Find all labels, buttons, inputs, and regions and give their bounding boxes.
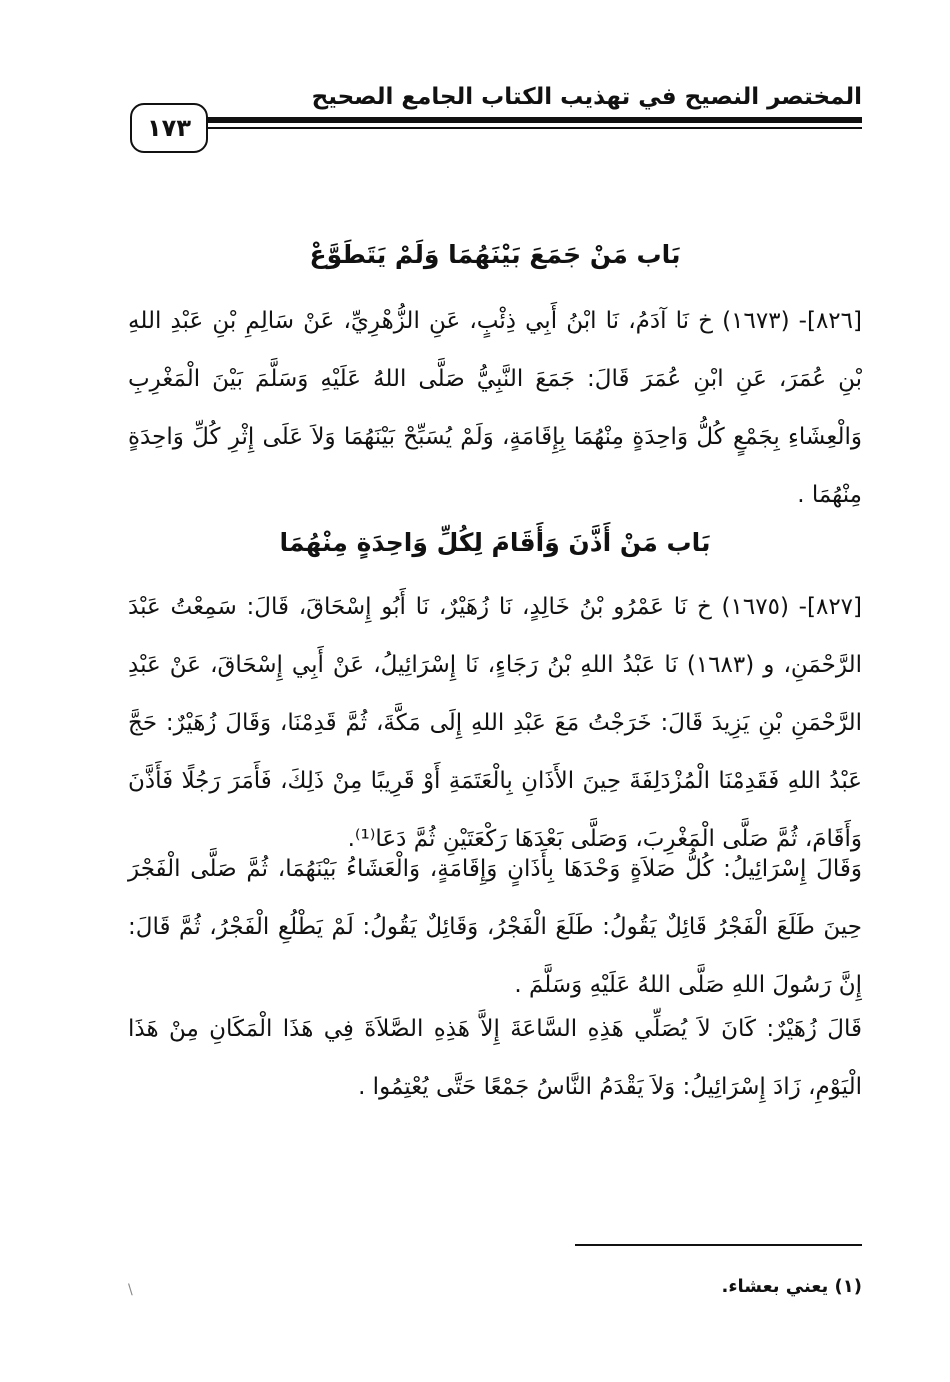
hadith-paragraph-826: [٨٢٦]- (١٦٧٣) خ نَا آدَمُ، نَا ابْنُ أَبِي ذِئْبٍ، عَنِ الزُّهْرِيِّ، عَنْ سَالِمِ بْنِ عَبْدِ اللهِ بْنِ عُمَرَ، عَنِ ابْنِ عُمَرَ قَالَ: جَمَعَ النَّبِيُّ صَلَّى اللهُ عَلَيْهِ وَسَلَّمَ بَيْنَ الْمَغْرِبِ وَالْعِشَاءِ بِجَمْعٍ كُلُّ وَاحِدَةٍ مِنْهُمَا بِإِقَامَةٍ، وَلَمْ يُسَبِّحْ بَيْنَهُمَا وَلاَ عَلَى إِثْرِ كُلِّ وَاحِدَةٍ مِنْهُمَا . (128, 308, 862, 508)
footnote-separator (575, 1244, 862, 1246)
header-rule-thin (205, 127, 862, 129)
footnote: (١) يعني بعشاء. (721, 1276, 862, 1297)
paragraph-israil: وَقَالَ إِسْرَائِيلُ: كُلُّ صَلاَةٍ وَحْدَهَا بِأَذَانٍ وَإِقَامَةٍ، وَالْعَشَاءُ بَيْنَهُمَا، ثُمَّ صَلَّى الْفَجْرَ حِينَ طَلَعَ الْفَجْرُ قَائِلٌ يَقُولُ: طَلَعَ الْفَجْرُ، وَقَائِلٌ يَقُولُ: لَمْ يَطْلُعِ الْفَجْرُ، ثُمَّ قَالَ: إِنَّ رَسُولَ اللهِ صَلَّى اللهُ عَلَيْهِ وَسَلَّمَ . (128, 856, 862, 998)
chapter-heading-2: بَاب مَنْ أَذَّنَ وَأَقَامَ لِكُلِّ وَاحِدَةٍ مِنْهُمَا (279, 528, 711, 557)
chapter-heading-1: بَاب مَنْ جَمَعَ بَيْنَهُمَا وَلَمْ يَتَطَوَّعْ (309, 240, 681, 269)
margin-mark: \ (128, 1282, 133, 1298)
page-number: ١٧٣ (130, 103, 208, 153)
hadith-paragraph-827: [٨٢٧]- (١٦٧٥) خ نَا عَمْرُو بْنُ خَالِدٍ، نَا زُهَيْرٌ، نَا أَبُو إِسْحَاقَ، قَالَ: سَمِعْتُ عَبْدَ الرَّحْمَنِ، و (١٦٨٣) نَا عَبْدُ اللهِ بْنُ رَجَاءٍ، نَا إِسْرَائِيلُ، عَنْ أَبِي إِسْحَاقَ، عَنْ عَبْدِ الرَّحْمَنِ بْنِ يَزِيدَ قَالَ: خَرَجْتُ مَعَ عَبْدِ اللهِ إِلَى مَكَّةَ، ثُمَّ قَدِمْنَا، وَقَالَ زُهَيْرٌ: حَجَّ عَبْدُ اللهِ فَقَدِمْنَا الْمُزْدَلِفَةَ حِينَ الأَذَانِ بِالْعَتَمَةِ أَوْ قَرِيبًا مِنْ ذَلِكَ، فَأَمَرَ رَجُلًا فَأَذَّنَ وَأَقَامَ، ثُمَّ صَلَّى الْمَغْرِبَ، وَصَلَّى بَعْدَهَا رَكْعَتَيْنِ ثُمَّ دَعَا⁽¹⁾. (128, 594, 863, 852)
header-rule-thick (205, 117, 862, 123)
paragraph-zuhayr: قَالَ زُهَيْرٌ: كَانَ لاَ يُصَلِّي هَذِهِ السَّاعَةَ إِلاَّ هَذِهِ الصَّلاَةَ فِي هَذَا الْمَكَانِ مِنْ هَذَا الْيَوْمِ، زَادَ إِسْرَائِيلُ: وَلاَ يَقْدَمُ النَّاسُ جَمْعًا حَتَّى يُعْتِمُوا . (128, 1016, 862, 1100)
running-header-title: المختصر النصيح في تهذيب الكتاب الجامع الصحيح (311, 84, 862, 110)
